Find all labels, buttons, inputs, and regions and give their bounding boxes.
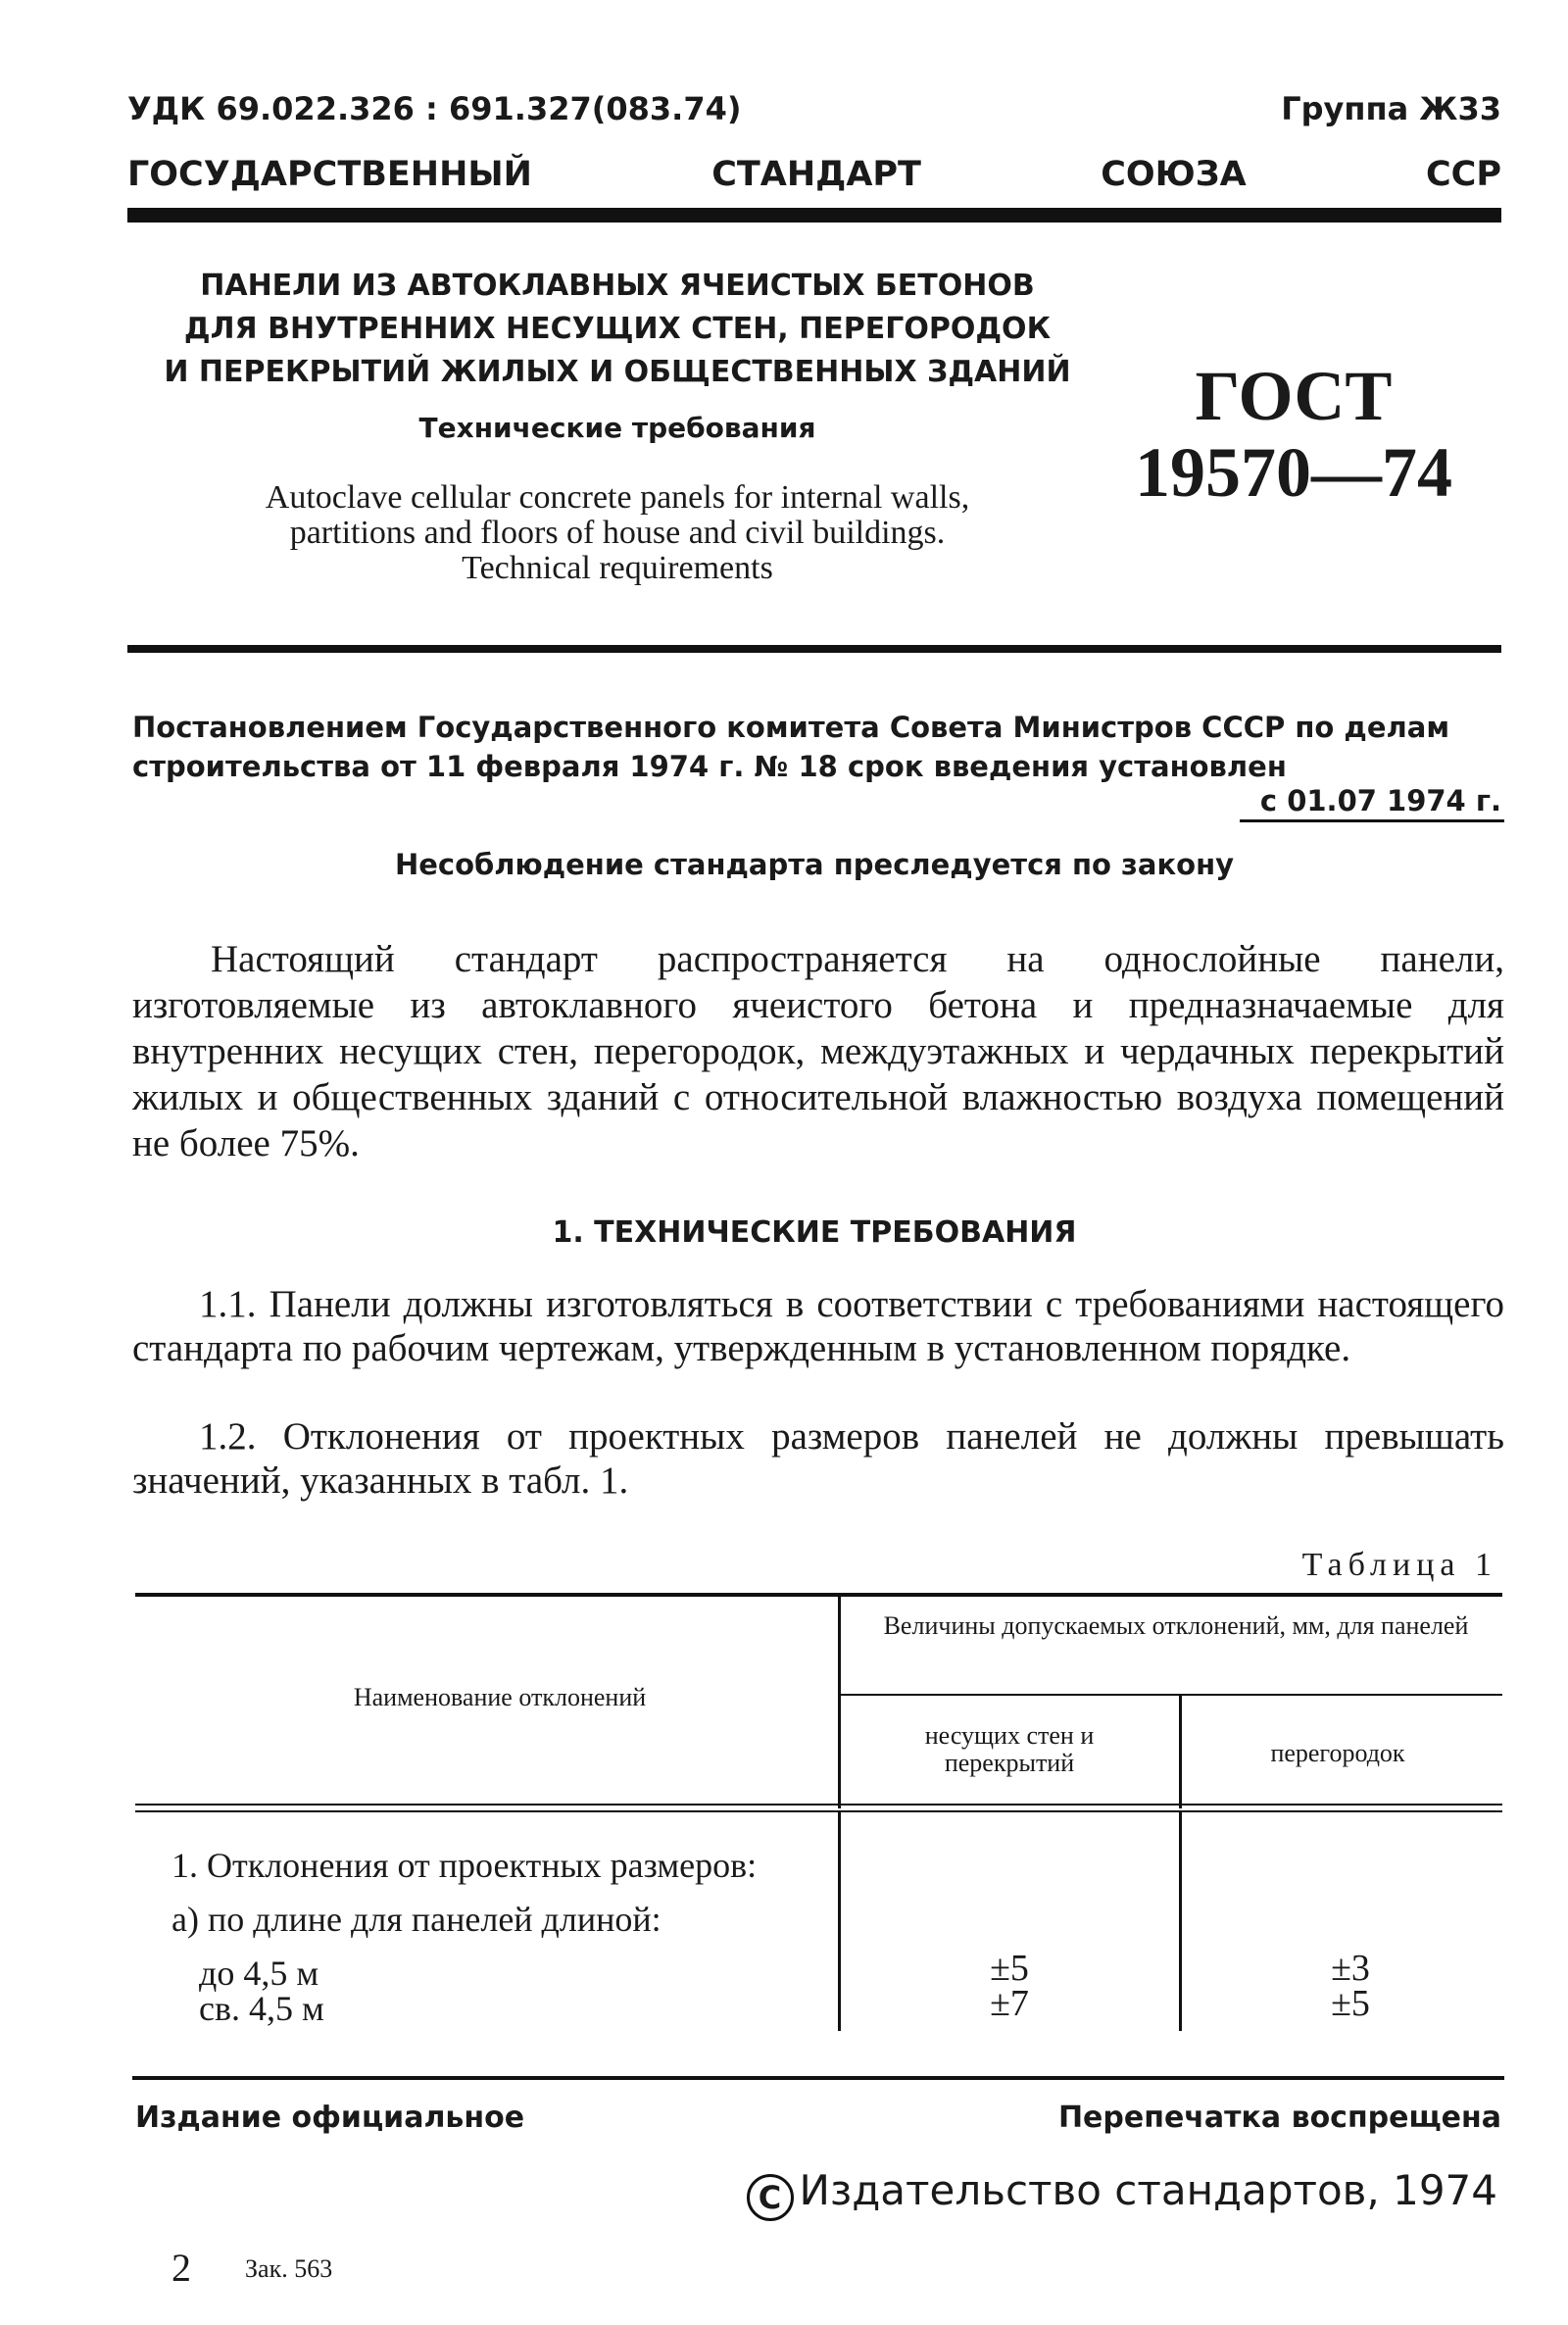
copyright-icon: C <box>747 2174 794 2221</box>
cell-value: ±3 <box>1331 1948 1370 1989</box>
table-row <box>199 1955 324 2026</box>
title-ru-line: ДЛЯ ВНУТРЕННИХ НЕСУЩИХ СТЕН, ПЕРЕГОРОДОК <box>183 312 1052 346</box>
law-notice: Несоблюдение стандарта преследуется по закону <box>394 848 1235 881</box>
table-divider <box>838 1595 841 1808</box>
paragraph-1-2 <box>132 1414 1504 1503</box>
banner-word: СТАНДАРТ <box>711 155 921 194</box>
cell-value: ±5 <box>990 1948 1029 1989</box>
title-en-line: Autoclave cellular concrete panels for internal walls, <box>265 479 970 516</box>
title-ru-line: И ПЕРЕКРЫТИЙ ЖИЛЫХ И ОБЩЕСТВЕННЫХ ЗДАНИЙ <box>164 355 1071 389</box>
table-divider <box>1179 1812 1182 2031</box>
col-header-partitions: перегородок <box>1270 1739 1405 1767</box>
table-header-rule <box>838 1694 1502 1696</box>
section-heading: 1. ТЕХНИЧЕСКИЕ ТРЕБОВАНИЯ <box>552 1215 1077 1250</box>
decree-text: Постановлением Государственного комитета Совета Министров СССР по делам строительства от 11 февраля 1974 г. № 18 срок введения установлен <box>132 711 1450 783</box>
table-row-heading: 1. Отклонения от проектных размеров: <box>172 1846 758 1885</box>
paragraph-1-2-text: 1.2. Отклонения от проектных размеров панелей не должны превышать значений, указанных в табл. 1. <box>132 1415 1504 1502</box>
table-divider <box>1179 1695 1182 1808</box>
paragraph-1-1 <box>132 1282 1504 1370</box>
title-en-line: partitions and floors of house and civil buildings. <box>289 515 946 551</box>
title-ru-line: ПАНЕЛИ ИЗ АВТОКЛАВНЫХ ЯЧЕИСТЫХ БЕТОНОВ <box>200 269 1035 303</box>
reprint-note: Перепечатка воспрещена <box>1057 2101 1501 2135</box>
udk-code: УДК 69.022.326 : 691.327(083.74) <box>127 90 742 127</box>
partitions-values <box>1292 1948 1409 2024</box>
copyright-line <box>747 2166 1497 2221</box>
top-rule <box>127 208 1501 223</box>
gost-designation <box>1127 358 1460 511</box>
cell-value: ±7 <box>990 1983 1029 2024</box>
middle-rule <box>127 645 1501 653</box>
table-top-rule <box>135 1593 1502 1597</box>
edition-note: Издание официальное <box>135 2101 525 2135</box>
row-label: до 4,5 м <box>199 1954 319 1993</box>
col-header-walls: несущих стен и перекрытий <box>924 1721 1095 1777</box>
gost-label: ГОСТ <box>1195 357 1393 435</box>
date-underline <box>1240 819 1504 822</box>
title-en-line: Technical requirements <box>462 550 773 586</box>
walls-values <box>951 1948 1068 2024</box>
table-row-subheading: а) по длине для панелей длиной: <box>172 1900 662 1939</box>
col-header-group: Величины допускаемых отклонений, мм, для панелей <box>883 1611 1469 1640</box>
order-number: Зак. 563 <box>245 2254 333 2283</box>
col-header-name: Наименование отклонений <box>353 1683 647 1711</box>
group-code: Группа Ж33 <box>1281 90 1501 127</box>
paragraph-1-1-text: 1.1. Панели должны изготовляться в соответствии с требованиями настоящего стандарта по рабочим чертежам, утвержденным в установленном порядке. <box>132 1283 1504 1369</box>
table-caption: Таблица 1 <box>1301 1547 1497 1583</box>
page-number: 2 <box>172 2246 191 2290</box>
row-label: св. 4,5 м <box>199 1989 324 2028</box>
banner-word: ССР <box>1425 155 1501 194</box>
footer-rule <box>132 2076 1504 2080</box>
intro-text: Настоящий стандарт распространяется на однослойные панели, изготовляемые из автоклавного ячеистого бетона и предназначаемые для внутренних несущих стен, перегородок, междуэтажных и чердачных перекрытий жилых и общественных зданий с относительной влажностью воздуха помещений не более 75%. <box>132 938 1504 1164</box>
effective-date: с 01.07 1974 г. <box>1259 784 1501 817</box>
table-header-bottom-rule <box>135 1804 1502 1806</box>
title-ru <box>157 265 1078 394</box>
table-divider <box>838 1812 841 2031</box>
banner-word: ГОСУДАРСТВЕННЫЙ <box>127 155 532 194</box>
cell-value: ±5 <box>1331 1983 1370 2024</box>
subtitle-ru: Технические требования <box>418 412 816 444</box>
state-standard-banner <box>127 155 1501 194</box>
gost-number: 19570—74 <box>1135 433 1452 512</box>
title-en <box>142 480 1093 586</box>
banner-word: СОЮЗА <box>1101 155 1247 194</box>
copyright-text: Издательство стандартов, 1974 <box>799 2166 1497 2214</box>
table-header-bottom-rule <box>135 1810 1502 1812</box>
intro-paragraph <box>132 936 1504 1166</box>
